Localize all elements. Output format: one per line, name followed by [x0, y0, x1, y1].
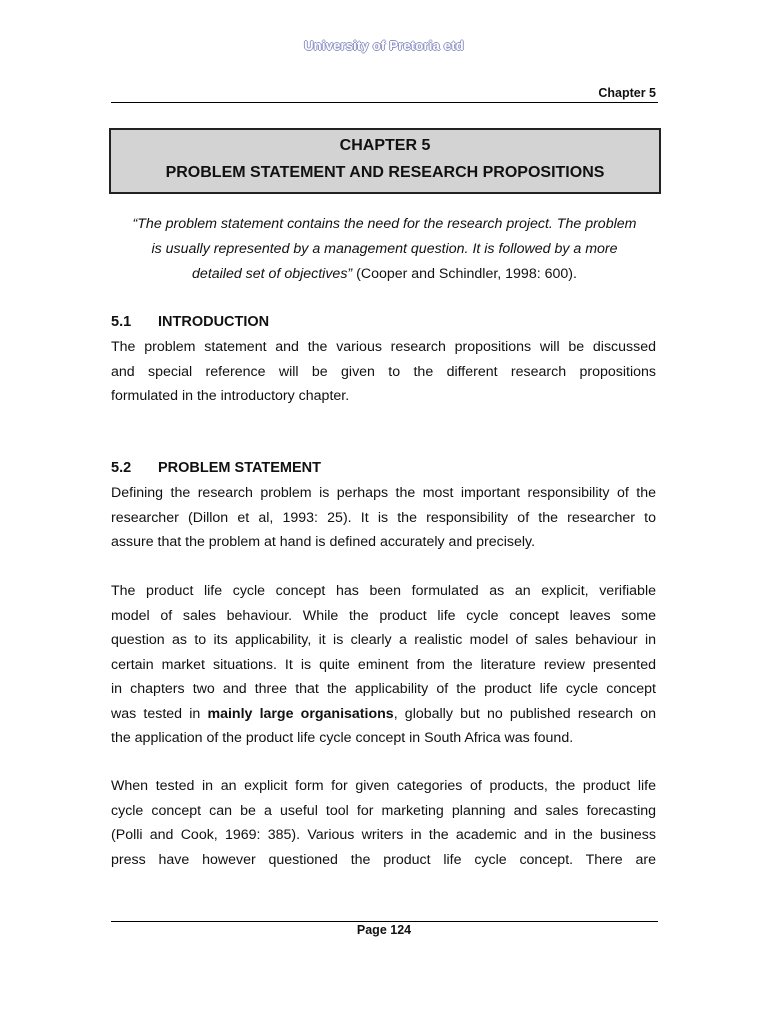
section-number: 5.2: [111, 460, 132, 476]
text-line: Defining the research problem is perhaps the most important responsibility of the: [111, 485, 656, 501]
text-line: (Polli and Cook, 1969: 385). Various writers in the academic and in the business: [111, 827, 656, 843]
text-line: The problem statement and the various research propositions will be discussed: [111, 339, 656, 355]
section-title: PROBLEM STATEMENT: [158, 460, 321, 476]
text-line: in chapters two and three that the applicability of the product life cycle concept: [111, 681, 656, 697]
footer-rule: [111, 921, 658, 922]
text-line: press have however questioned the product life cycle concept. There are: [111, 851, 656, 868]
quote-line: “The problem statement contains the need for the research project. The problem: [132, 216, 637, 232]
text-line: When tested in an explicit form for given categories of products, the product life: [111, 778, 656, 794]
section-heading-introduction: [111, 314, 269, 330]
running-header: Chapter 5: [598, 86, 656, 100]
text-line: and special reference will be given to the different research propositions: [111, 363, 656, 380]
text-run: was tested in: [111, 705, 208, 722]
section-title: INTRODUCTION: [158, 314, 270, 330]
section-heading-problem-statement: [111, 460, 321, 476]
text-line: assure that the problem at hand is defined accurately and precisely.: [111, 534, 536, 550]
quote-line: [111, 262, 658, 287]
quote-line: is usually represented by a management question. It is followed by a more: [151, 241, 618, 257]
text-line: The product life cycle concept has been formulated as an explicit, verifiable: [111, 583, 656, 599]
watermark: University of Pretoria etd: [304, 38, 464, 53]
paragraph-problem-1: [111, 481, 656, 555]
text-line: model of sales behaviour. While the product life cycle concept leaves some: [111, 607, 656, 624]
quote-citation: (Cooper and Schindler, 1998: 600).: [352, 266, 577, 282]
text-line: formulated in the introductory chapter.: [111, 388, 350, 404]
epigraph-quote: [111, 212, 658, 287]
section-number: 5.1: [111, 314, 132, 330]
paragraph-problem-2: [111, 579, 656, 751]
paragraph-introduction: [111, 335, 656, 409]
chapter-title-box: [109, 128, 661, 194]
text-line: question as to its applicability, it is clearly a realistic model of sales behaviour in: [111, 632, 656, 648]
text-line: [111, 702, 656, 727]
text-line: cycle concept can be a useful tool for marketing planning and sales forecasting: [111, 802, 656, 819]
quote-text: detailed set of objectives”: [192, 266, 353, 282]
paragraph-problem-3: [111, 774, 656, 872]
page-number: Page 124: [356, 923, 412, 937]
text-line: researcher (Dillon et al, 1993: 25). It is the responsibility of the researcher to: [111, 509, 656, 526]
emphasis-text: mainly large organisations: [207, 705, 394, 722]
chapter-number: CHAPTER 5: [339, 137, 431, 154]
text-run: , globally but no published research on: [393, 705, 657, 722]
text-line: the application of the product life cycle concept in South Africa was found.: [111, 730, 574, 746]
header-rule: [111, 102, 658, 103]
chapter-title: PROBLEM STATEMENT AND RESEARCH PROPOSITIONS: [165, 164, 605, 181]
text-line: certain market situations. It is quite eminent from the literature review presented: [111, 656, 656, 673]
